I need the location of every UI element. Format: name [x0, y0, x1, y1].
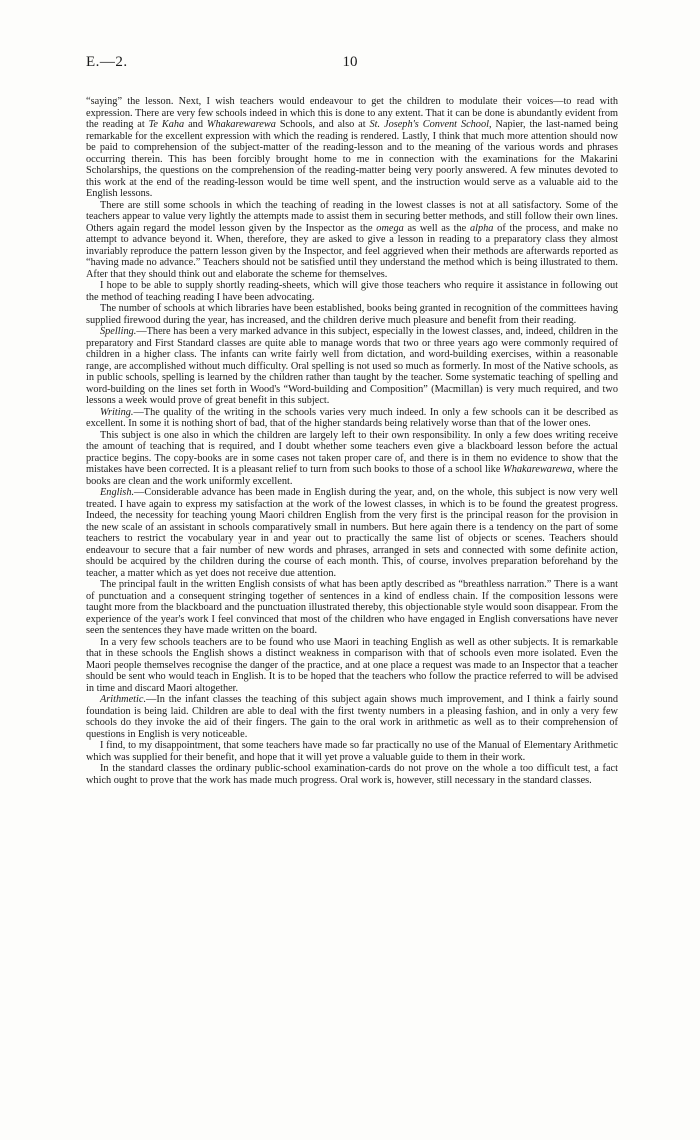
italic-text: omega	[376, 222, 404, 234]
italic-text: Te Kaha	[148, 119, 185, 130]
paragraph-text: —In the infant classes the teaching of this subject again shows much improvement, and I think a fairly sound foundation is being laid. Children are able to deal with the first twenty numbers in a pleasing fashion, and in only a very few schools do they invoke the aid of their fingers. The gain to the oral work in arithmetic as well as to their comprehension of questions in English is very noticeable.	[86, 694, 618, 740]
paragraph-text: , where the books are clean and the work uniformly excellent.	[86, 464, 618, 487]
italic-text: Arithmetic.	[100, 694, 147, 705]
paragraph-text: “saying” the lesson. Next, I wish teachers would endeavour to get the children to modulate their voices—to read with expression. There are very few schools indeed in which this is done to any extent. That it can be done is abundantly evident from the reading at	[86, 96, 618, 130]
document-reference: E.—2.	[86, 54, 128, 70]
paragraph-text: This subject is one also in which the children are largely left to their own responsibility. In only a few does writing receive the amount of teaching that is required, and I doubt whether some teachers even give a blackboard lesson before the actual practice begins. The copy-books are in some cases not taken proper care of, and there is in them no evidence to show that the mistakes have been corrected. It is a pleasant relief to turn from such books to those of a school like	[86, 429, 618, 475]
paragraph-text: The principal fault in the written English consists of what has been aptly described as “breathless narration.” There is a want of punctuation and a consequent stringing together of sentences in a kind of endless chain. If the composition lessons were taught more from the blackboard and the punctuation illustrated thereby, this objectionable style would soon disappear. From the experience of the year's work I feel convinced that most of the children who have engaged in English conversations have never seen the sentences they have made written on the board.	[86, 579, 618, 636]
paragraph-p10	[86, 637, 618, 695]
paragraph-p7	[86, 430, 618, 488]
paragraph-text: of the process, and make no attempt to advance beyond it. When, therefore, they are asked to give a lesson in reading to a preparatory class they almost invariably reproduce the pattern lesson given by the Inspector, and feel aggrieved when their methods are afterwards reported as “having made no advance.” Teachers should not be satisfied until they understand the method which is being illustrated to them. After that they should think out and elaborate the scheme for themselves.	[86, 222, 618, 280]
paragraph-p5	[86, 326, 618, 407]
paragraph-p6	[86, 407, 618, 430]
paragraph-p8	[86, 487, 618, 579]
paragraph-text: as well as the	[403, 222, 470, 234]
page-number: 10	[342, 54, 358, 70]
paragraph-p2	[86, 200, 618, 281]
paragraph-text: —The quality of the writing in the schools varies very much indeed. In only a few schools can it be described as excellent. In some it is nothing short of bad, that of the higher standards being relatively worse than that of the lower ones.	[86, 406, 618, 429]
paragraph-text: There are still some schools in which the teaching of reading in the lowest classes is not at all satisfactory. Some of the teachers appear to value very lightly the attempts made to assist them in securing better methods, and still follow their own lines. Others again regard the model lesson given by the Inspector as the	[86, 199, 618, 234]
paragraph-text: and	[184, 119, 207, 130]
paragraph-text: I find, to my disappointment, that some teachers have made so far practically no use of the Manual of Elementary Arithmetic which was supplied for their benefit, and hope that it will yet prove a valuable guide to them in their work.	[86, 740, 618, 763]
italic-text: St. Joseph's Convent School	[369, 119, 489, 130]
paragraph-p1	[86, 96, 618, 200]
paragraph-text: , Napier, the last-named being remarkable for the excellent expression with which the reading is rendered. Lastly, I think that much more attention should now be paid to comprehension of the subject-matter of the reading-lesson and to the meaning of the various words and phrases occurring therein. This has been forcibly brought home to me in connection with the examinations for the Makarini Scholarships, the questions on the comprehension of the reading-matter being very poorly answered. A few minutes devoted to this work at the end of the reading-lesson would be time well spent, and the instruction would serve as a valuable aid to the English lessons.	[86, 119, 618, 199]
italic-text: Writing.	[100, 406, 134, 418]
paragraph-text: I hope to be able to supply shortly reading-sheets, which will give those teachers who require it assistance in following out the method of teaching reading I have been advocating.	[86, 280, 618, 303]
paragraph-p11	[86, 694, 618, 740]
paragraph-p12	[86, 740, 618, 763]
italic-text: Spelling.	[100, 326, 137, 337]
paragraph-p9	[86, 579, 618, 637]
paragraph-p3	[86, 280, 618, 303]
page-header	[86, 54, 614, 74]
paragraph-p13	[86, 763, 618, 786]
italic-text: Whakarewarewa	[206, 119, 276, 130]
paragraph-text: Schools, and also at	[275, 119, 370, 130]
report-body	[86, 96, 618, 786]
paragraph-p4	[86, 303, 618, 326]
paragraph-text: —There has been a very marked advance in this subject, especially in the lowest classes, and, indeed, children in the preparatory and First Standard classes are quite able to manage words that two or three years ago were commonly required of children in a higher class. The infants can write fairly well from dictation, and word-building exercises, within a reasonable range, are accomplished without much difficulty. Oral spelling is not used so much as formerly. In most of the Native schools, as in public schools, spelling is learned by the children rather than taught by the teacher. Some systematic teaching of spelling and word-building on the lines set forth in Wood's “Word-building and Composition” (Macmillan) is very much required, and two lessons a week would prove of great benefit in this subject.	[86, 326, 618, 406]
paragraph-text: The number of schools at which libraries have been established, books being granted in recognition of the committees having supplied firewood during the year, has increased, and the children derive much pleasure and benefit from their reading.	[86, 303, 618, 326]
italic-text: alpha	[469, 222, 494, 234]
paragraph-text: —Considerable advance has been made in English during the year, and, on the whole, this subject is now very well treated. I have again to express my satisfaction at the work of the lowest classes, in which is to be found the greatest progress. Indeed, the necessity for teaching young Maori children English from the very first is the principal reason for the provision in the new scale of an assistant in schools comparatively small in numbers. But here again there is a tendency on the part of some teachers to restrict the vocabulary year in and year out to practically the same list of objects or scenes. Teachers should endeavour to secure that a fair number of new words and phrases, arranged in sets and connected with some definite action, should be acquired by the children during the course of each month. This, of course, involves preparation beforehand by the teacher, a matter which as yet does not receive due attention.	[86, 487, 618, 579]
paragraph-text: In a very few schools teachers are to be found who use Maori in teaching English as well as other subjects. It is remarkable that in these schools the English shows a distinct weakness in comparison with that of schools even more isolated. Even the Maori people themselves recognise the danger of the practice, and at one place a request was made to an Inspector that a teacher should be sent who would teach in English. It is to be hoped that the teachers who follow the practice referred to will be advised in time and discard Maori altogether.	[86, 636, 618, 694]
italic-text: English.	[100, 487, 135, 498]
italic-text: Whakarewarewa	[503, 464, 573, 475]
paragraph-text: In the standard classes the ordinary public-school examination-cards do not prove on the whole a too difficult test, a fact which ought to prove that the work has made much progress. Oral work is, however, still necessary in the standard classes.	[86, 763, 618, 786]
